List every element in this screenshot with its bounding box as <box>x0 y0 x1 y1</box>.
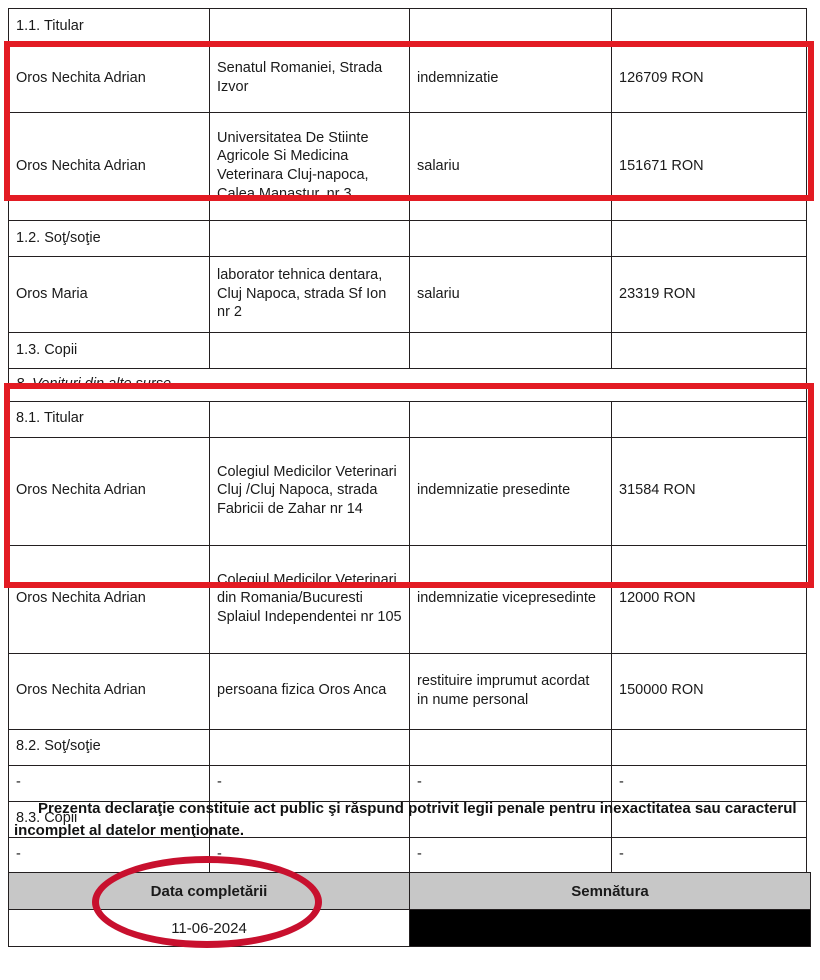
cell-source: laborator tehnica dentara, Cluj Napoca, strada Sf Ion nr 2 <box>210 257 410 333</box>
table-row-section <box>9 369 807 402</box>
cell-name: Oros Nechita Adrian <box>9 653 210 729</box>
cell-service: indemnizatie <box>410 45 612 113</box>
cell-name: Oros Maria <box>9 257 210 333</box>
row-label-titular-alte: 8.1. Titular <box>9 401 210 437</box>
table-row <box>9 401 807 437</box>
cell-empty <box>612 333 807 369</box>
cell-amount: 150000 RON <box>612 653 807 729</box>
table-row <box>9 113 807 221</box>
cell-service: restituire imprumut acordat in nume personal <box>410 653 612 729</box>
cell-empty <box>612 221 807 257</box>
cell-service: salariu <box>410 113 612 221</box>
cell-service: salariu <box>410 257 612 333</box>
date-completion-header: Data completării <box>9 873 410 910</box>
date-completion-value: 11-06-2024 <box>9 910 410 947</box>
row-label-sot-sotie: 1.2. Soţ/soţie <box>9 221 210 257</box>
declaration-table <box>8 8 807 874</box>
table-row <box>9 653 807 729</box>
cell-dash: - <box>9 765 210 801</box>
signature-table <box>8 872 811 947</box>
row-label-sot-sotie-alte: 8.2. Soţ/soţie <box>9 729 210 765</box>
row-label-titular: 1.1. Titular <box>9 9 210 45</box>
cell-empty <box>410 221 612 257</box>
cell-name: Oros Nechita Adrian <box>9 45 210 113</box>
cell-empty <box>612 401 807 437</box>
cell-source: persoana fizica Oros Anca <box>210 653 410 729</box>
table-row <box>9 221 807 257</box>
table-row <box>9 837 807 873</box>
cell-dash: - <box>9 837 210 873</box>
cell-empty <box>210 221 410 257</box>
cell-source: Colegiul Medicilor Veterinari Cluj /Cluj Napoca, strada Fabricii de Zahar nr 14 <box>210 437 410 545</box>
cell-empty <box>612 729 807 765</box>
signature-redacted-block <box>410 910 811 947</box>
cell-empty <box>612 9 807 45</box>
table-row <box>9 545 807 653</box>
table-row <box>9 333 807 369</box>
cell-source: Colegiul Medicilor Veterinari din Romania/Bucuresti Splaiul Independentei nr 105 <box>210 545 410 653</box>
cell-source: Universitatea De Stiinte Agricole Si Medicina Veterinara Cluj-napoca, Calea Manastur, nr 3 <box>210 113 410 221</box>
cell-amount: 23319 RON <box>612 257 807 333</box>
cell-empty <box>210 401 410 437</box>
cell-amount: 12000 RON <box>612 545 807 653</box>
table-row <box>9 729 807 765</box>
cell-dash: - <box>210 765 410 801</box>
cell-empty <box>210 729 410 765</box>
signature-header: Semnătura <box>410 873 811 910</box>
cell-empty <box>410 333 612 369</box>
table-row <box>9 437 807 545</box>
row-label-copii-alte: 8.3. Copii <box>9 801 210 837</box>
table-row <box>9 9 807 45</box>
declaration-statement: Prezenta declaraţie constituie act public şi răspund potrivit legii penale pentru inexactitatea sau caracterul incomplet al datelor menţionate. <box>14 800 797 839</box>
cell-name: Oros Nechita Adrian <box>9 113 210 221</box>
cell-service: indemnizatie vicepresedinte <box>410 545 612 653</box>
signature-header-row <box>9 873 811 910</box>
cell-name: Oros Nechita Adrian <box>9 545 210 653</box>
cell-dash: - <box>410 765 612 801</box>
cell-dash: - <box>210 837 410 873</box>
cell-dash: - <box>410 837 612 873</box>
cell-empty <box>410 401 612 437</box>
table-row <box>9 765 807 801</box>
cell-dash: - <box>612 765 807 801</box>
table-row <box>9 257 807 333</box>
signature-value-row <box>9 910 811 947</box>
cell-empty <box>410 9 612 45</box>
declaration-table-container <box>8 8 806 874</box>
cell-name: Oros Nechita Adrian <box>9 437 210 545</box>
signature-table-container <box>8 872 810 947</box>
cell-dash: - <box>612 837 807 873</box>
cell-empty <box>210 9 410 45</box>
cell-source: Senatul Romaniei, Strada Izvor <box>210 45 410 113</box>
cell-empty <box>210 333 410 369</box>
cell-amount: 126709 RON <box>612 45 807 113</box>
row-label-copii: 1.3. Copii <box>9 333 210 369</box>
cell-amount: 31584 RON <box>612 437 807 545</box>
cell-amount: 151671 RON <box>612 113 807 221</box>
section-header-alte-surse: 8. Venituri din alte surse <box>9 369 807 402</box>
cell-empty <box>410 729 612 765</box>
table-row <box>9 45 807 113</box>
cell-service: indemnizatie presedinte <box>410 437 612 545</box>
